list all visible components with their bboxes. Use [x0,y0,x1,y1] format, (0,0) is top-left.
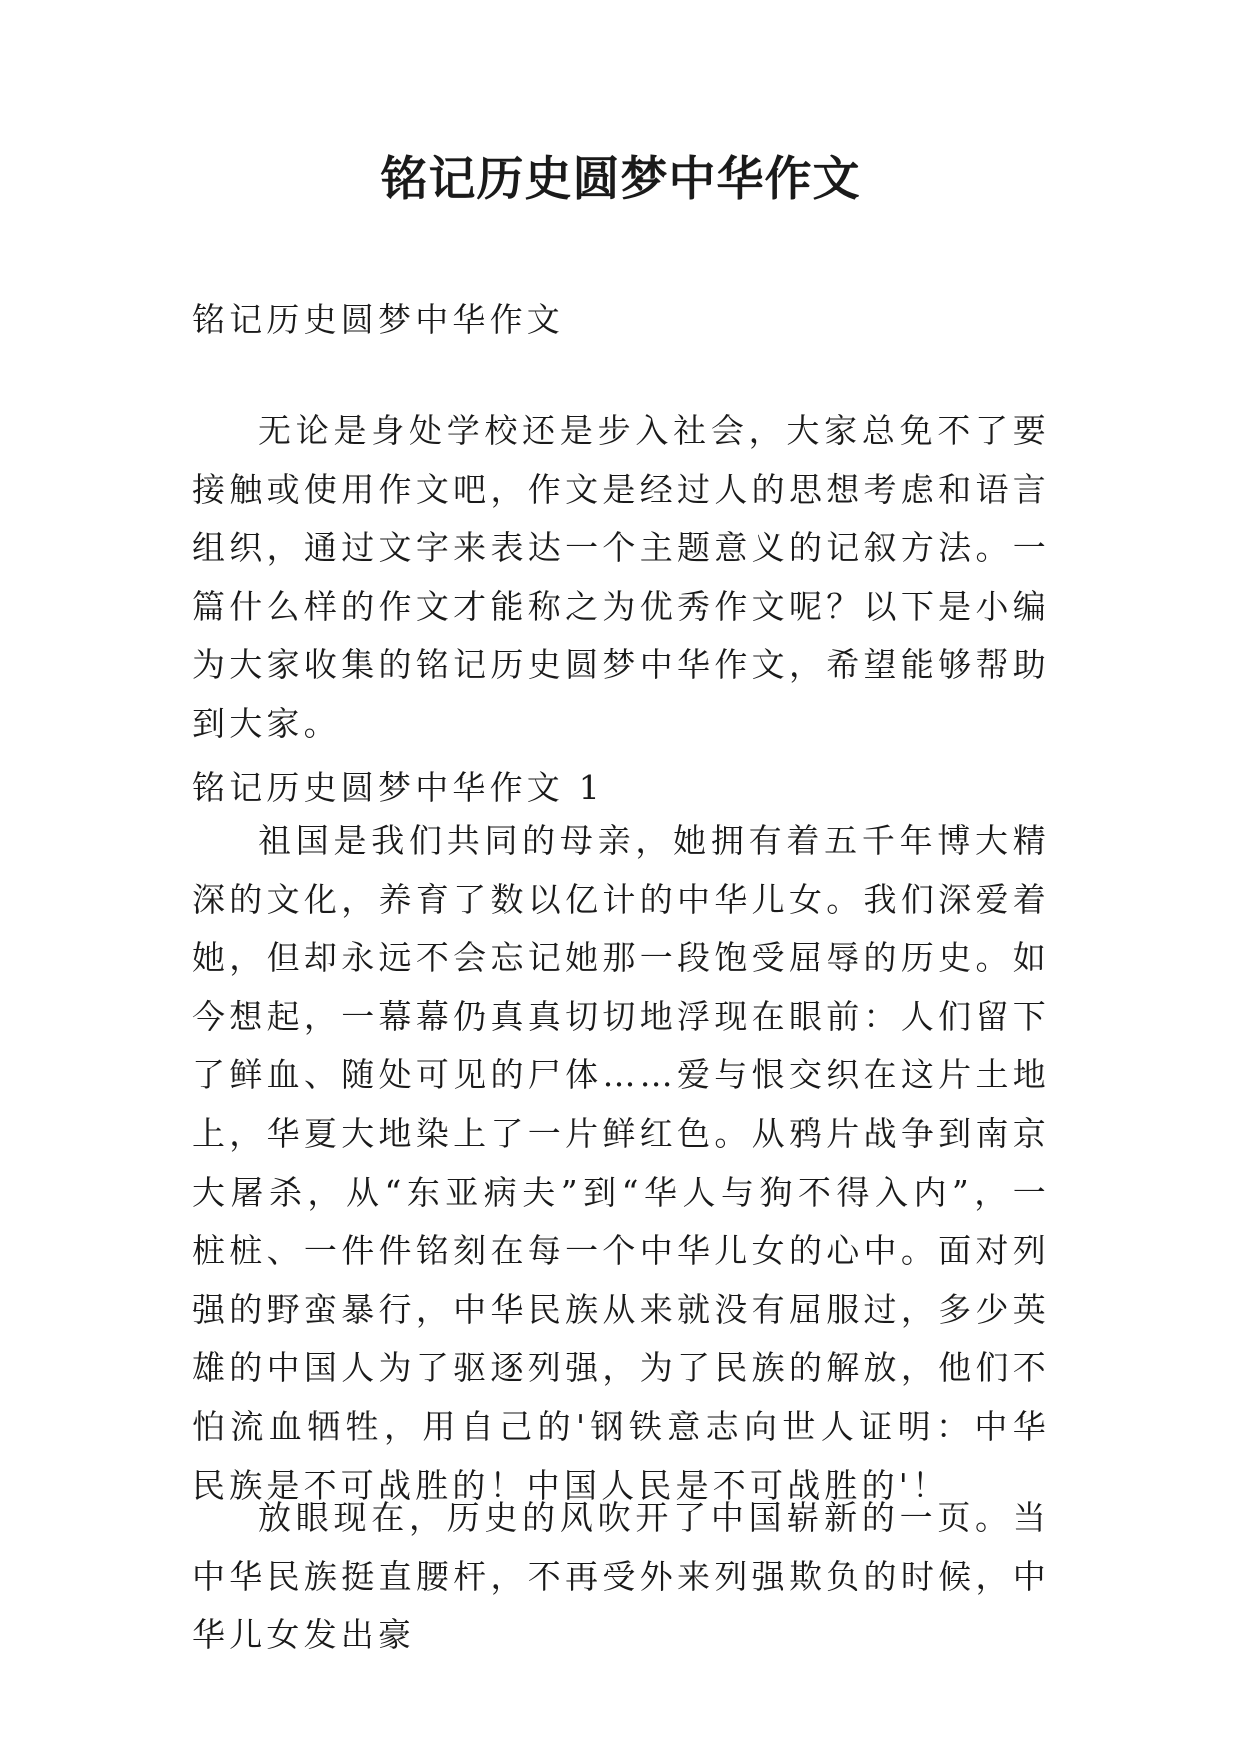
body-paragraph-1: 祖国是我们共同的母亲，她拥有着五千年博大精深的文化，养育了数以亿计的中华儿女。我们深爱着她，但却永远不会忘记她那一段饱受屈辱的历史。如今想起，一幕幕仍真真切切地浮现在眼前：人们留下了鲜血、随处可见的尸体……爱与恨交织在这片土地上，华夏大地染上了一片鲜红色。从鸦片战争到南京大屠杀，从“东亚病夫”到“华人与狗不得入内”，一桩桩、一件件铭刻在每一个中华儿女的心中。面对列强的野蛮暴行，中华民族从来就没有屈服过，多少英雄的中国人为了驱逐列强，为了民族的解放，他们不怕流血牺牲，用自己的'钢铁意志向世人证明：中华民族是不可战胜的！中国人民是不可战胜的'！ [192,821,1050,1505]
document-title: 铭记历史圆梦中华作文 [380,152,861,207]
document-subtitle: 铭记历史圆梦中华作文 [192,300,564,339]
body-paragraph-2: 放眼现在，历史的风吹开了中国崭新的一页。当中华民族挺直腰杆，不再受外来列强欺负的时候，中华儿女发出豪 [192,1498,1050,1655]
intro-paragraph: 无论是身处学校还是步入社会，大家总免不了要接触或使用作文吧，作文是经过人的思想考虑和语言组织，通过文字来表达一个主题意义的记叙方法。一篇什么样的作文才能称之为优秀作文呢？以下是小编为大家收集的铭记历史圆梦中华作文，希望能够帮助到大家。 [192,411,1050,743]
section-heading: 铭记历史圆梦中华作文 1 [192,768,604,807]
